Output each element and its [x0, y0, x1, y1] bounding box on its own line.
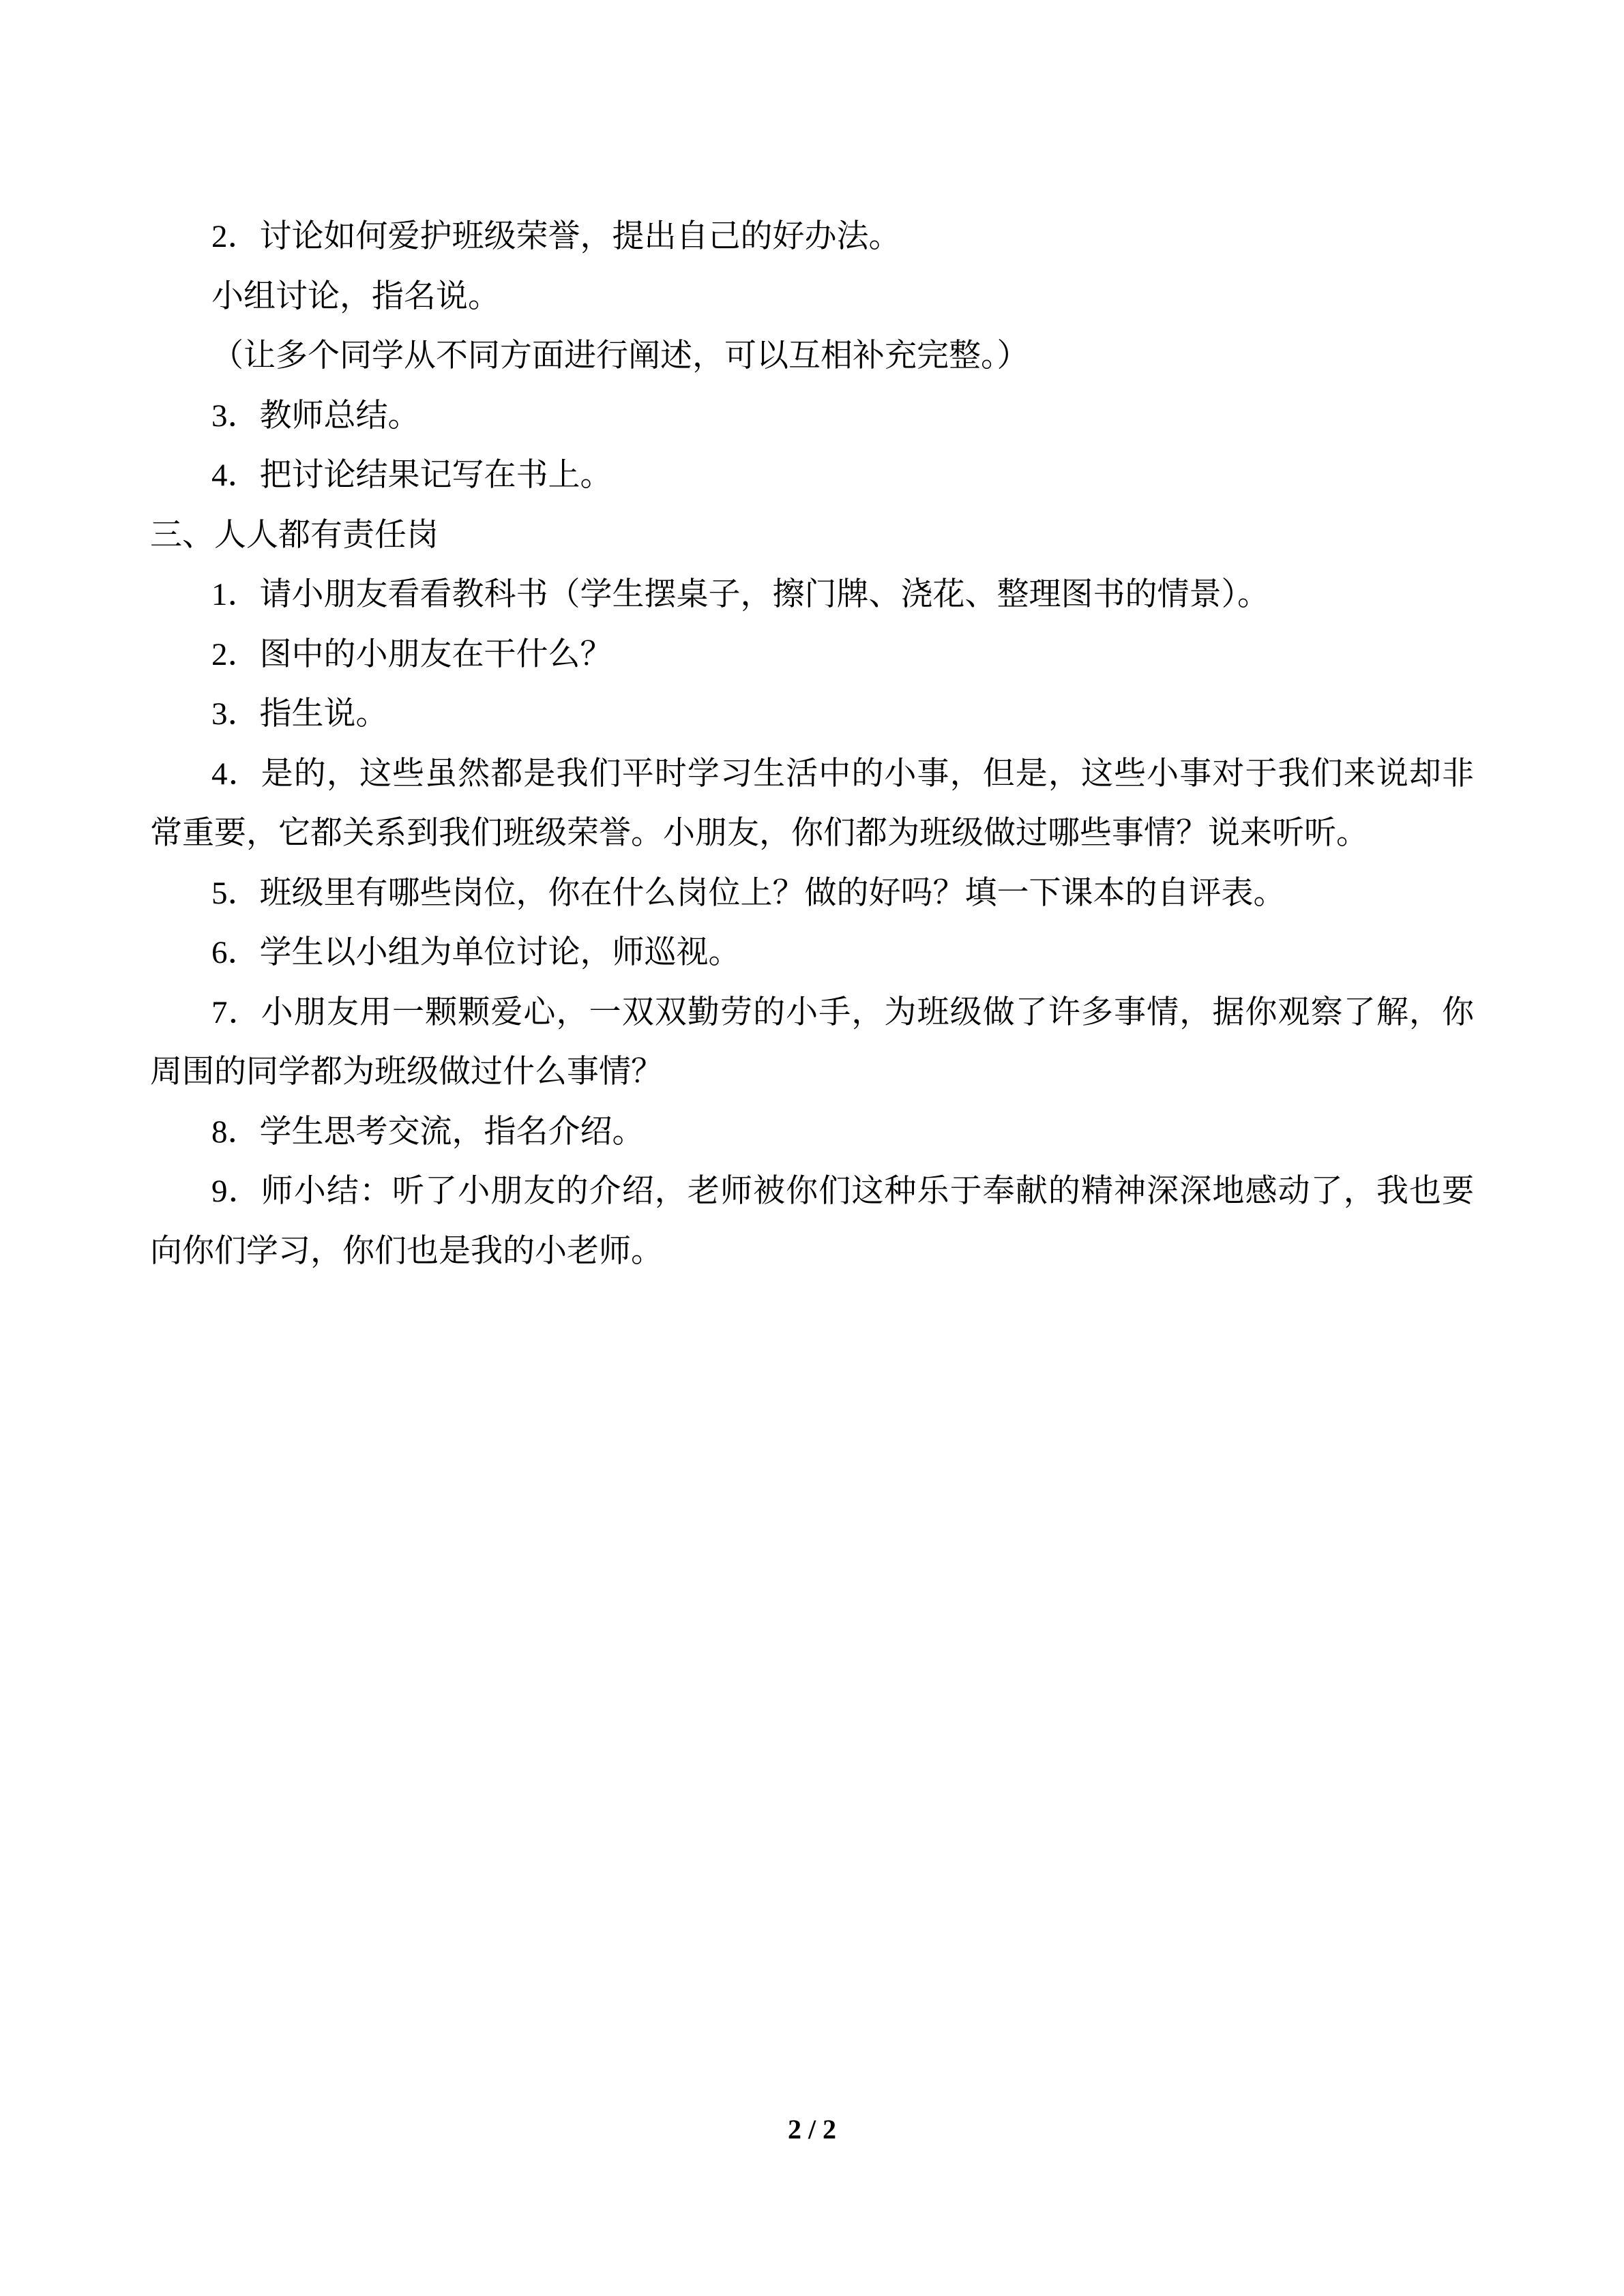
document-body: [150, 207, 1474, 1281]
text-line: 5．班级里有哪些岗位，你在什么岗位上？做的好吗？填一下课本的自评表。: [211, 875, 1286, 911]
text-line: 2．图中的小朋友在干什么？: [211, 636, 612, 672]
text-line: 4．是的，这些虽然都是我们平时学习生活中的小事，但是，这些小事对于我们来说却非: [211, 756, 1474, 792]
text-line: 向你们学习，你们也是我的小老师。: [150, 1233, 663, 1269]
section-heading: 三、人人都有责任岗: [150, 517, 439, 553]
text-line: 3．教师总结。: [211, 398, 420, 434]
text-line: 周围的同学都为班级做过什么事情？: [150, 1054, 663, 1090]
page-number: 2 / 2: [787, 2114, 837, 2145]
text-line: 8．学生思考交流，指名介绍。: [211, 1114, 645, 1150]
text-line: 常重要，它都关系到我们班级荣誉。小朋友，你们都为班级做过哪些事情？说来听听。: [150, 816, 1368, 851]
text-line: 7．小朋友用一颗颗爱心，一双双勤劳的小手，为班级做了许多事情，据你观察了解，你: [211, 994, 1474, 1030]
text-line: 9．师小结：听了小朋友的介绍，老师被你们这种乐于奉献的精神深深地感动了，我也要: [211, 1174, 1474, 1209]
text-line: （让多个同学从不同方面进行阐述，可以互相补充完整。）: [211, 338, 1029, 374]
text-line: 4．把讨论结果记写在书上。: [211, 458, 612, 493]
text-line: 3．指生说。: [211, 696, 388, 732]
text-line: 6．学生以小组为单位讨论，师巡视。: [211, 935, 741, 970]
text-line: 1．请小朋友看看教科书（学生摆桌子，擦门牌、浇花、整理图书的情景）。: [211, 577, 1269, 612]
text-line: 小组讨论，指名说。: [211, 278, 500, 314]
text-line: 2．讨论如何爱护班级荣誉，提出自己的好办法。: [211, 219, 901, 254]
